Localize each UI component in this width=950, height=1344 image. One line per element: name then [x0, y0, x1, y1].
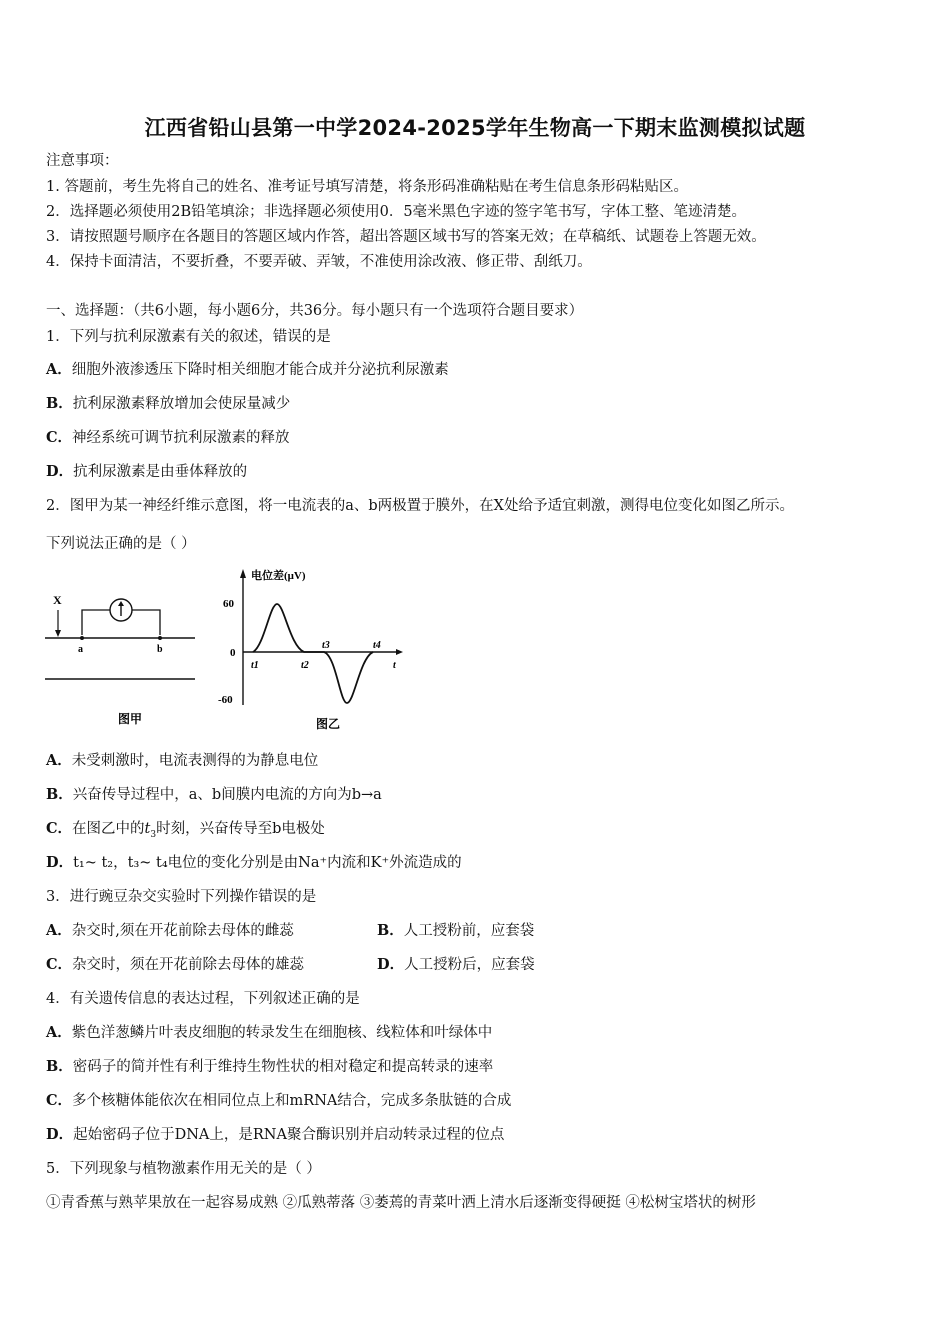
option-text: 紫色洋葱鳞片叶表皮细胞的转录发生在细胞核、线粒体和叶绿体中 [71, 1025, 493, 1041]
y-tick-neg60: -60 [218, 694, 233, 706]
t2-label: t2 [301, 660, 309, 671]
option-label: D． [46, 463, 74, 480]
electrode-b [158, 636, 162, 640]
q2-option-a [46, 752, 318, 770]
q4-option-a [46, 1024, 492, 1042]
q1-option-b [46, 395, 290, 413]
option-text: 人工授粉后，应套袋 [404, 957, 535, 973]
q1-stem: 1．下列与抗利尿激素有关的叙述，错误的是 [46, 329, 331, 345]
t3-label: t3 [322, 640, 330, 651]
q2-option-c [46, 820, 325, 844]
option-text: 杂交时,须在开花前除去母体的雌蕊 [71, 923, 294, 939]
potential-curve [253, 604, 373, 703]
q5-items: ①青香蕉与熟苹果放在一起容易成熟 ②瓜熟蒂落 ③萎蔫的青菜叶洒上清水后逐渐变得硬挺 ④松树宝塔状的树形 [46, 1195, 756, 1211]
q3-option-d [377, 956, 535, 974]
stimulus-arrow-head [55, 630, 61, 637]
notice-item-2: 2．选择题必须使用2B铅笔填涂；非选择题必须使用0．5毫米黑色字迹的签字笔书写，字体工整、笔迹清楚。 [46, 204, 747, 220]
option-label: A． [46, 361, 72, 378]
q4-stem: 4．有关遗传信息的表达过程，下列叙述正确的是 [46, 991, 360, 1007]
option-text: t₁~ t₂，t₃~ t₄电位的变化分别是由Na⁺内流和K⁺外流造成的 [73, 855, 462, 871]
notice-heading: 注意事项： [46, 153, 119, 169]
electrode-a [80, 636, 84, 640]
page-title: 江西省铅山县第一中学2024-2025学年生物高一下期末监测模拟试题 [144, 116, 806, 140]
option-text: 人工授粉前，应套袋 [403, 923, 535, 939]
q1-option-a [46, 361, 449, 379]
option-text: 杂交时，须在开花前除去母体的雄蕊 [72, 957, 305, 973]
option-text-post: 时刻，兴奋传导至b电极处 [156, 821, 325, 837]
option-label: C． [46, 1092, 73, 1109]
q2-option-d [46, 854, 462, 872]
option-text: 多个核糖体能依次在相同位点上和mRNA结合，完成多条肽链的合成 [72, 1093, 512, 1109]
option-text: 抗利尿激素是由垂体释放的 [73, 464, 248, 480]
t-axis-label: t [393, 660, 396, 671]
figure-jia-caption: 图甲 [118, 712, 143, 726]
option-text: 抗利尿激素释放增加会使尿量减少 [72, 396, 291, 412]
q3-option-b [377, 922, 534, 940]
q2-stem: 2．图甲为某一神经纤维示意图，将一电流表的a、b两极置于膜外，在X处给予适宜刺激，测得电位变化如图乙所示。 [46, 498, 794, 514]
option-text-t: t [144, 821, 151, 837]
notice-item-1: 1. 答题前，考生先将自己的姓名、准考证号填写清楚，将条形码准确粘贴在考生信息条形码粘贴区。 [46, 179, 688, 195]
option-label: B． [46, 1058, 73, 1075]
q2-option-b [46, 786, 382, 804]
y-axis-label: 电位差(μV) [251, 570, 306, 582]
option-label: C． [46, 956, 73, 973]
figure-yi-caption: 图乙 [316, 717, 341, 731]
option-text-pre: 在图乙中的 [72, 821, 145, 837]
q3-option-a [46, 922, 294, 940]
q1-option-d [46, 463, 247, 481]
meter-wire-left [82, 610, 110, 635]
option-label: C． [46, 820, 73, 837]
option-label: D． [46, 1126, 74, 1143]
figure-yi [218, 568, 403, 731]
option-label: B． [377, 922, 404, 939]
notice-item-3: 3．请按照题号顺序在各题目的答题区域内作答，超出答题区域书写的答案无效；在草稿纸、试题卷上答题无效。 [46, 229, 766, 245]
option-text: 细胞外液渗透压下降时相关细胞才能合成并分泌抗利尿激素 [71, 362, 449, 378]
y-tick-60: 60 [223, 598, 234, 610]
meter-wire-right [132, 610, 160, 635]
q5-stem: 5．下列现象与植物激素作用无关的是（ ） [46, 1161, 321, 1177]
option-label: A． [46, 1024, 72, 1041]
option-label: B． [46, 786, 73, 803]
option-text-sub: 3 [150, 829, 157, 840]
y-axis-arrow [240, 569, 246, 578]
option-label: D． [377, 956, 405, 973]
stimulus-x-label: X [53, 593, 62, 607]
q1-option-c [46, 429, 290, 447]
t1-label: t1 [251, 660, 259, 671]
option-text: 未受刺激时，电流表测得的为静息电位 [71, 753, 319, 769]
q3-stem: 3．进行豌豆杂交实验时下列操作错误的是 [46, 889, 317, 905]
option-text: 兴奋传导过程中，a、b间膜内电流的方向为b→a [72, 787, 382, 803]
option-text: 神经系统可调节抗利尿激素的释放 [72, 430, 290, 446]
section-heading: 一、选择题：（共6小题，每小题6分，共36分。每小题只有一个选项符合题目要求） [46, 303, 584, 319]
option-text: 密码子的简并性有利于维持生物性状的相对稳定和提高转录的速率 [72, 1059, 494, 1075]
q4-option-b [46, 1058, 493, 1076]
notice-item-4: 4．保持卡面清洁，不要折叠，不要弄破、弄皱，不准使用涂改液、修正带、刮纸刀。 [46, 254, 592, 270]
option-label: D． [46, 854, 74, 871]
option-label: A． [46, 752, 72, 769]
figure-jia [45, 593, 195, 726]
option-label: B． [46, 395, 73, 412]
t4-label: t4 [373, 640, 381, 651]
q4-option-d [46, 1126, 504, 1144]
option-text: 起始密码子位于DNA上，是RNA聚合酶识别并启动转录过程的位点 [73, 1127, 505, 1143]
option-label: A． [46, 922, 72, 939]
t-axis-arrow [396, 649, 403, 655]
electrode-a-label: a [78, 644, 83, 655]
q3-option-c [46, 956, 304, 974]
q2-figure [40, 560, 420, 740]
electrode-b-label: b [157, 644, 163, 655]
q2-stem-2: 下列说法正确的是（ ） [46, 536, 196, 552]
q4-option-c [46, 1092, 511, 1110]
option-label: C． [46, 429, 73, 446]
y-tick-0: 0 [230, 647, 236, 659]
